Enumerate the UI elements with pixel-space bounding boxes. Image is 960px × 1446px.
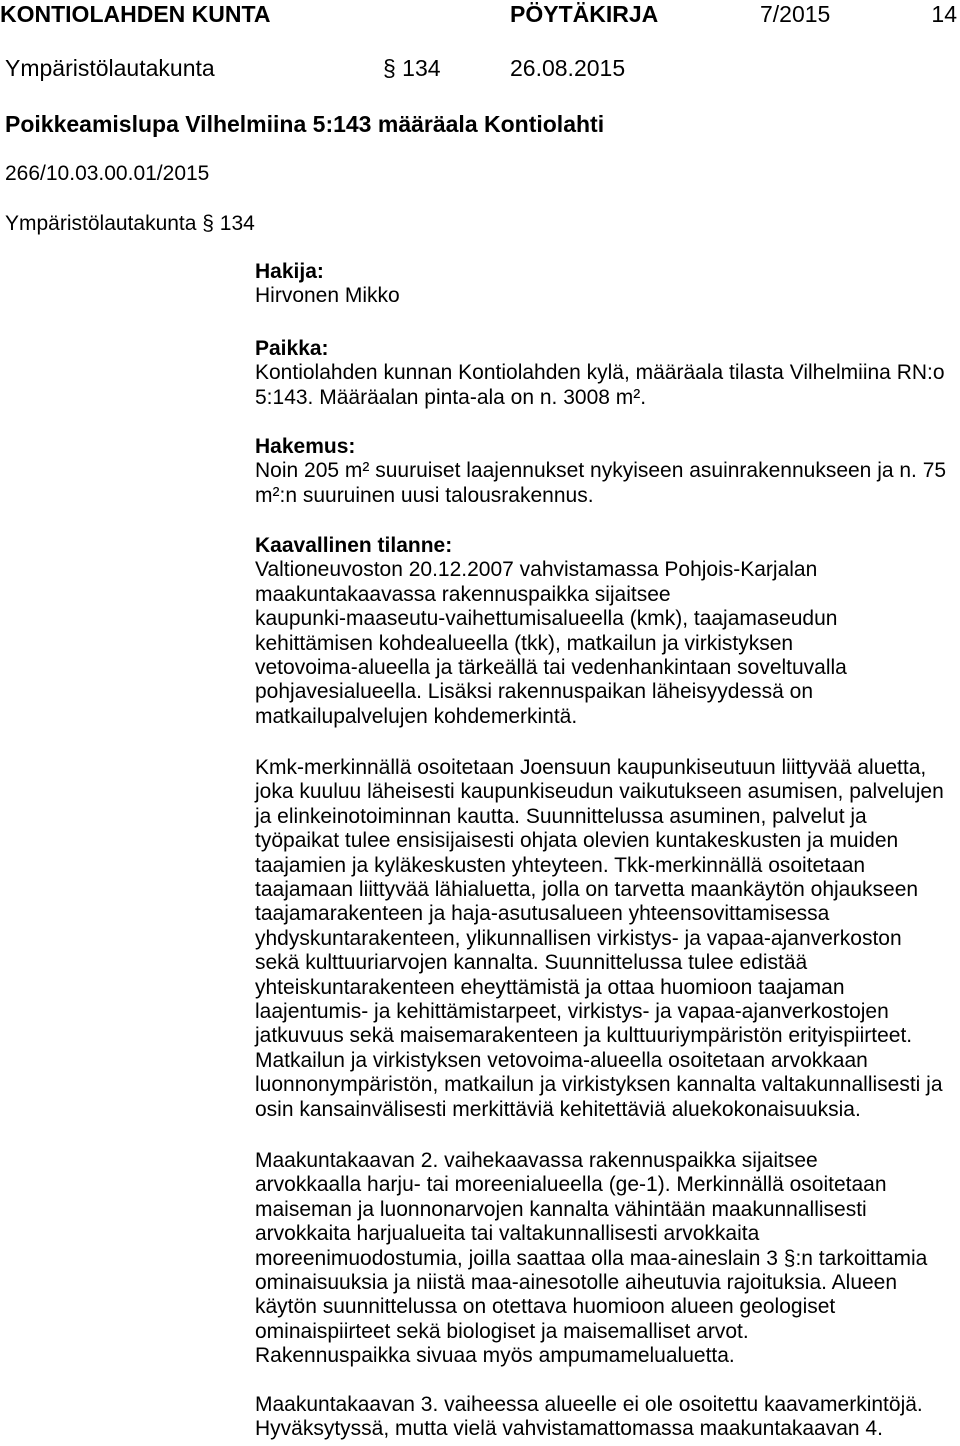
paragraph-line: joka kuuluu läheisesti kaupunkiseudun vaikutukseen asumisen, palvelujen xyxy=(255,780,944,804)
paragraph-line: jatkuvuus sekä maisemarakenteen ja kulttuuriympäristön erityispiirteet. xyxy=(255,1024,913,1048)
document-number: 7/2015 xyxy=(760,1,831,27)
applicant-value: Hirvonen Mikko xyxy=(255,284,400,308)
section-number: § 134 xyxy=(383,55,441,81)
application-line: m²:n suuruinen uusi talousrakennus. xyxy=(255,483,594,507)
paragraph-line: yhteiskuntarakenteen eheyttämistä ja ottaa huomioon taajaman xyxy=(255,975,845,999)
location-section xyxy=(255,337,945,410)
zoning-paragraph-phase-3 xyxy=(255,1393,923,1442)
paragraph-line: Rakennuspaikka sivuaa myös ampumamelualuetta. xyxy=(255,1344,735,1368)
application-line: Noin 205 m² suuruiset laajennukset nykyiseen asuinrakennukseen ja n. 75 xyxy=(255,459,947,483)
paragraph-line: sekä kulttuuriarvojen kannalta. Suunnittelussa tulee edistää xyxy=(255,951,808,975)
organization-name: KONTIOLAHDEN KUNTA xyxy=(0,1,271,27)
zoning-line: matkailupalvelujen kohdemerkintä. xyxy=(255,704,578,728)
zoning-line: kehittämisen kohdealueella (tkk), matkailun ja virkistyksen xyxy=(255,631,794,655)
zoning-section xyxy=(255,534,847,729)
zoning-line: maakuntakaavassa rakennuspaikka sijaitsee xyxy=(255,582,671,606)
location-line: Kontiolahden kunnan Kontiolahden kylä, määräala tilasta Vilhelmiina RN:o xyxy=(255,361,945,385)
location-label: Paikka: xyxy=(255,337,329,360)
paragraph-line: Maakuntakaavan 3. vaiheessa alueelle ei ole osoitettu kaavamerkintöjä. xyxy=(255,1393,923,1416)
paragraph-line: käytön suunnittelussa on otettava huomioon alueen geologiset xyxy=(255,1295,836,1319)
zoning-line: vetovoima-alueella ja tärkeällä tai vedenhankintaan soveltuvalla xyxy=(255,656,847,680)
zoning-paragraph-kmk xyxy=(255,756,944,1122)
paragraph-line: taajamaan liittyvää lähialuetta, jolla on tarvetta maankäytön ohjaukseen xyxy=(255,878,919,902)
zoning-line: kaupunki-maaseutu-vaihettumisalueella (kmk), taajamaseudun xyxy=(255,607,838,631)
page-title: Poikkeamislupa Vilhelmiina 5:143 määräala Kontiolahti xyxy=(5,111,605,137)
paragraph-line: Kmk-merkinnällä osoitetaan Joensuun kaupunkiseutuun liittyvää aluetta, xyxy=(255,756,927,779)
paragraph-line: yhdyskuntarakenteen, ylikunnallisen virkistys- ja vapaa-ajanverkoston xyxy=(255,926,902,950)
paragraph-line: ominaispiirteet sekä biologiset ja maisemalliset arvot. xyxy=(255,1319,749,1343)
board-name: Ympäristölautakunta xyxy=(5,55,215,81)
page-number: 14 xyxy=(931,1,957,27)
paragraph-line: luonnonympäristön, matkailun ja virkistyksen kannalta valtakunnallisesti ja xyxy=(255,1073,943,1097)
meeting-date: 26.08.2015 xyxy=(510,55,626,81)
paragraph-line: työpaikat tulee ensisijaisesti ohjata olevien kuntakeskusten ja muiden xyxy=(255,829,899,853)
application-label: Hakemus: xyxy=(255,435,356,458)
paragraph-line: taajamarakenteen ja haja-asutusalueen yhteensovittamisessa xyxy=(255,902,830,926)
paragraph-line: taajamien ja kyläkeskusten yhteyteen. Tkk-merkinnällä osoitetaan xyxy=(255,853,866,877)
zoning-line: pohjavesialueella. Lisäksi rakennuspaikan läheisyydessä on xyxy=(255,680,814,704)
paragraph-line: maiseman ja luonnonarvojen kannalta vähintään maakunnallisesti xyxy=(255,1197,867,1221)
record-number: 266/10.03.00.01/2015 xyxy=(5,162,210,185)
paragraph-line: Matkailun ja virkistyksen vetovoima-alueella osoitetaan arvokkaan xyxy=(255,1048,868,1072)
zoning-line: Valtioneuvoston 20.12.2007 vahvistamassa Pohjois-Karjalan xyxy=(255,558,818,582)
paragraph-line: ominaisuuksia ja niistä maa-ainesotolle aiheutuvia rajoituksia. Alueen xyxy=(255,1271,898,1295)
paragraph-line: laajentumis- ja kehittämistarpeet, virkistys- ja vapaa-ajanverkostojen xyxy=(255,1000,889,1024)
paragraph-line: ja elinkeinotoiminnan kautta. Suunnittelussa asuminen, palvelut ja xyxy=(255,804,867,828)
location-line: 5:143. Määräalan pinta-ala on n. 3008 m². xyxy=(255,385,647,409)
applicant-section xyxy=(255,260,400,309)
paragraph-line: Hyväksytyssä, mutta vielä vahvistamattomassa maakuntakaavan 4. xyxy=(255,1417,883,1441)
document-type: PÖYTÄKIRJA xyxy=(510,1,659,27)
paragraph-line: Maakuntakaavan 2. vaihekaavassa rakennuspaikka sijaitsee xyxy=(255,1149,818,1172)
paragraph-line: moreenimuodostumia, joilla saattaa olla maa-aineslain 3 §:n tarkoittamia xyxy=(255,1246,928,1270)
applicant-label: Hakija: xyxy=(255,260,324,283)
paragraph-line: osin kansainvälisesti merkittäviä kehitettäviä aluekokonaisuuksia. xyxy=(255,1097,861,1121)
zoning-label: Kaavallinen tilanne: xyxy=(255,534,453,557)
application-section xyxy=(255,435,946,508)
paragraph-line: arvokkaalla harju- tai moreenialueella (ge-1). Merkinnällä osoitetaan xyxy=(255,1173,887,1197)
zoning-paragraph-phase-2 xyxy=(255,1149,927,1369)
board-section: Ympäristölautakunta § 134 xyxy=(5,212,255,235)
paragraph-line: arvokkaita harjualueita tai valtakunnallisesti arvokkaita xyxy=(255,1222,760,1246)
